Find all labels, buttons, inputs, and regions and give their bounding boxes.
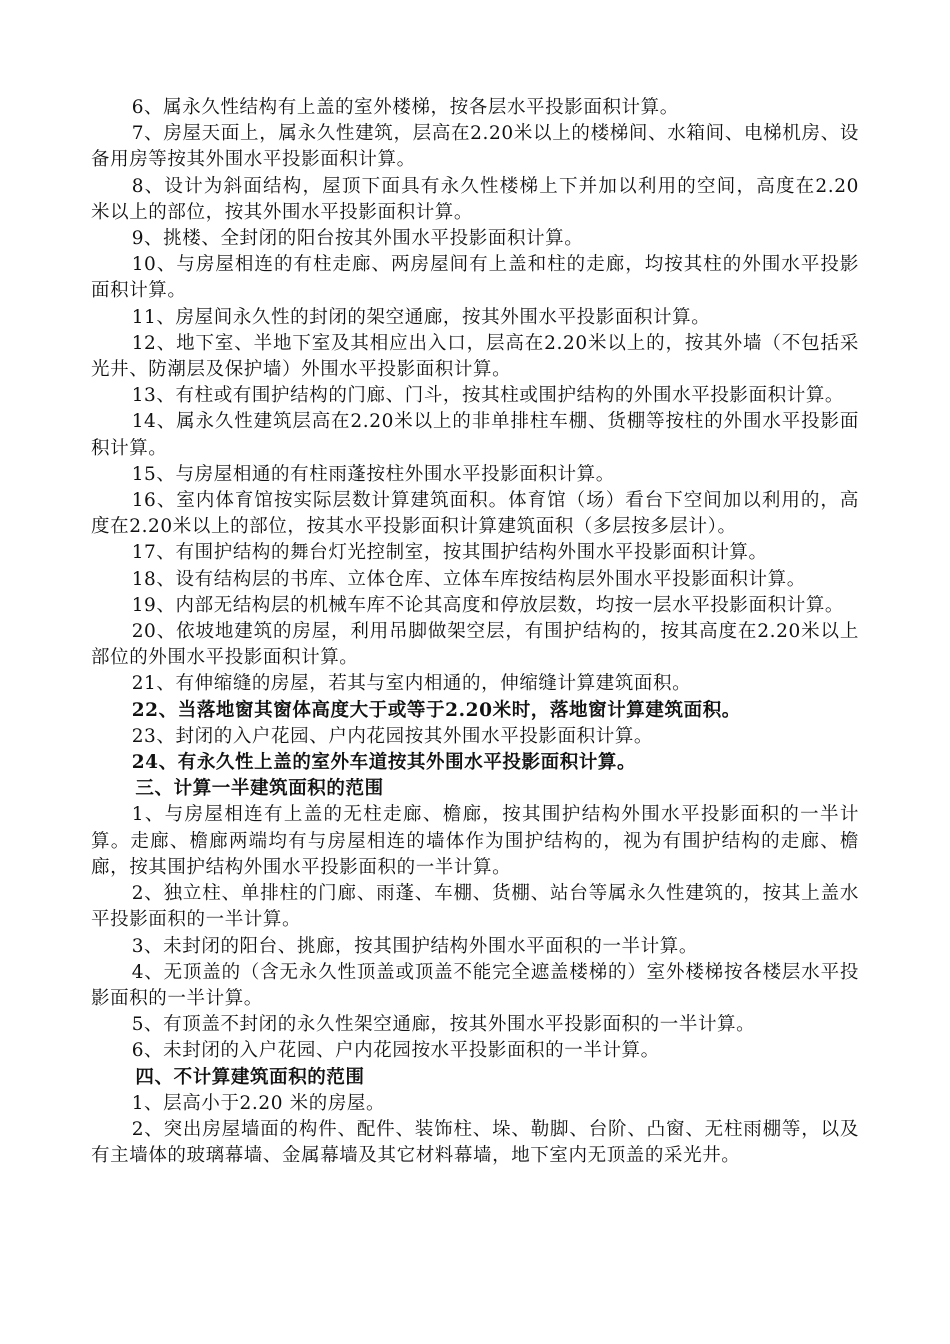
section-heading-excluded-area: 四、不计算建筑面积的范围	[135, 1066, 365, 1088]
paragraph-item-21: 21、有伸缩缝的房屋，若其与室内相通的，伸缩缝计算建筑面积。	[131, 673, 692, 695]
excluded-item-1: 1、层高小于2.20 米的房屋。	[131, 1092, 386, 1114]
paragraph-item-15: 15、与房屋相通的有柱雨蓬按柱外围水平投影面积计算。	[131, 463, 615, 485]
paragraph-item-18: 18、设有结构层的书库、立体仓库、立体车库按结构层外围水平投影面积计算。	[131, 568, 806, 590]
half-area-item-4: 4、无顶盖的（含无永久性顶盖或顶盖不能完全遮盖楼梯的）室外楼梯按各楼层水平投影面积的一半计算。	[91, 961, 859, 1009]
document-page	[91, 95, 859, 1169]
paragraph-item-8: 8、设计为斜面结构，屋顶下面具有永久性楼梯上下并加以利用的空间，高度在2.20 米以上的部位，按其外围水平投影面积计算。	[91, 175, 859, 223]
paragraph-item-19: 19、内部无结构层的机械车库不论其高度和停放层数，均按一层水平投影面积计算。	[131, 594, 845, 616]
paragraph-item-16: 16、室内体育馆按实际层数计算建筑面积。体育馆（场）看台下空间加以利用的，高度在2.20米以上的部位，按其水平投影面积计算建筑面积（多层按多层计）。	[91, 490, 859, 538]
paragraph-item-10: 10、与房屋相连的有柱走廊、两房屋间有上盖和柱的走廊，均按其柱的外围水平投影面积计算。	[91, 254, 859, 302]
paragraph-item-13: 13、有柱或有围护结构的门廊、门斗，按其柱或围护结构的外围水平投影面积计算。	[131, 385, 845, 407]
paragraph-item-20: 20、依坡地建筑的房屋，利用吊脚做架空层，有围护结构的，按其高度在2.20米以上部位的外围水平投影面积计算。	[91, 621, 859, 669]
paragraph-item-23: 23、封闭的入户花园、户内花园按其外围水平投影面积计算。	[131, 725, 654, 747]
paragraph-item-7: 7、房屋天面上，属永久性建筑，层高在2.20米以上的楼梯间、水箱间、电梯机房、设备用房等按其外围水平投影面积计算。	[91, 123, 859, 171]
half-area-item-5: 5、有顶盖不封闭的永久性架空通廊，按其外围水平投影面积的一半计算。	[131, 1014, 756, 1036]
excluded-item-2: 2、突出房屋墙面的构件、配件、装饰柱、垛、勒脚、台阶、凸窗、无柱雨棚等，以及有主墙体的玻璃幕墙、金属幕墙及其它材料幕墙，地下室内无顶盖的采光井。	[91, 1118, 859, 1167]
half-area-item-6: 6、未封闭的入户花园、户内花园按水平投影面积的一半计算。	[131, 1040, 660, 1062]
paragraph-item-12: 12、地下室、半地下室及其相应出入口，层高在2.20米以上的，按其外墙（不包括采光井、防潮层及保护墙）外围水平投影面积计算。	[91, 332, 859, 381]
paragraph-item-22: 22、当落地窗其窗体高度大于或等于2.20米时，落地窗计算建筑面积。	[131, 699, 741, 721]
paragraph-item-17: 17、有围护结构的舞台灯光控制室，按其围护结构外围水平投影面积计算。	[131, 542, 768, 564]
half-area-item-2: 2、独立柱、单排柱的门廊、雨蓬、车棚、货棚、站台等属永久性建筑的，按其上盖水平投影面积的一半计算。	[91, 883, 859, 931]
paragraph-item-14: 14、属永久性建筑层高在2.20米以上的非单排柱车棚、货棚等按柱的外围水平投影面积计算。	[91, 411, 859, 459]
half-area-item-1: 1、与房屋相连有上盖的无柱走廊、檐廊，按其围护结构外围水平投影面积的一半计算。走廊、檐廊两端均有与房屋相连的墙体作为围护结构的，视为有围护结构的走廊、檐廊，按其围护结构外围水平投影面积的一半计算。	[91, 804, 859, 878]
section-heading-half-area: 三、计算一半建筑面积的范围	[135, 778, 384, 800]
paragraph-item-24: 24、有永久性上盖的室外车道按其外围水平投影面积计算。	[131, 752, 637, 774]
paragraph-item-9: 9、挑楼、全封闭的阳台按其外围水平投影面积计算。	[131, 228, 584, 250]
half-area-item-3: 3、未封闭的阳台、挑廊，按其围护结构外围水平面积的一半计算。	[131, 935, 698, 957]
paragraph-item-11: 11、房屋间永久性的封闭的架空通廊，按其外围水平投影面积计算。	[131, 306, 711, 328]
paragraph-item-6: 6、属永久性结构有上盖的室外楼梯，按各层水平投影面积计算。	[131, 97, 679, 118]
